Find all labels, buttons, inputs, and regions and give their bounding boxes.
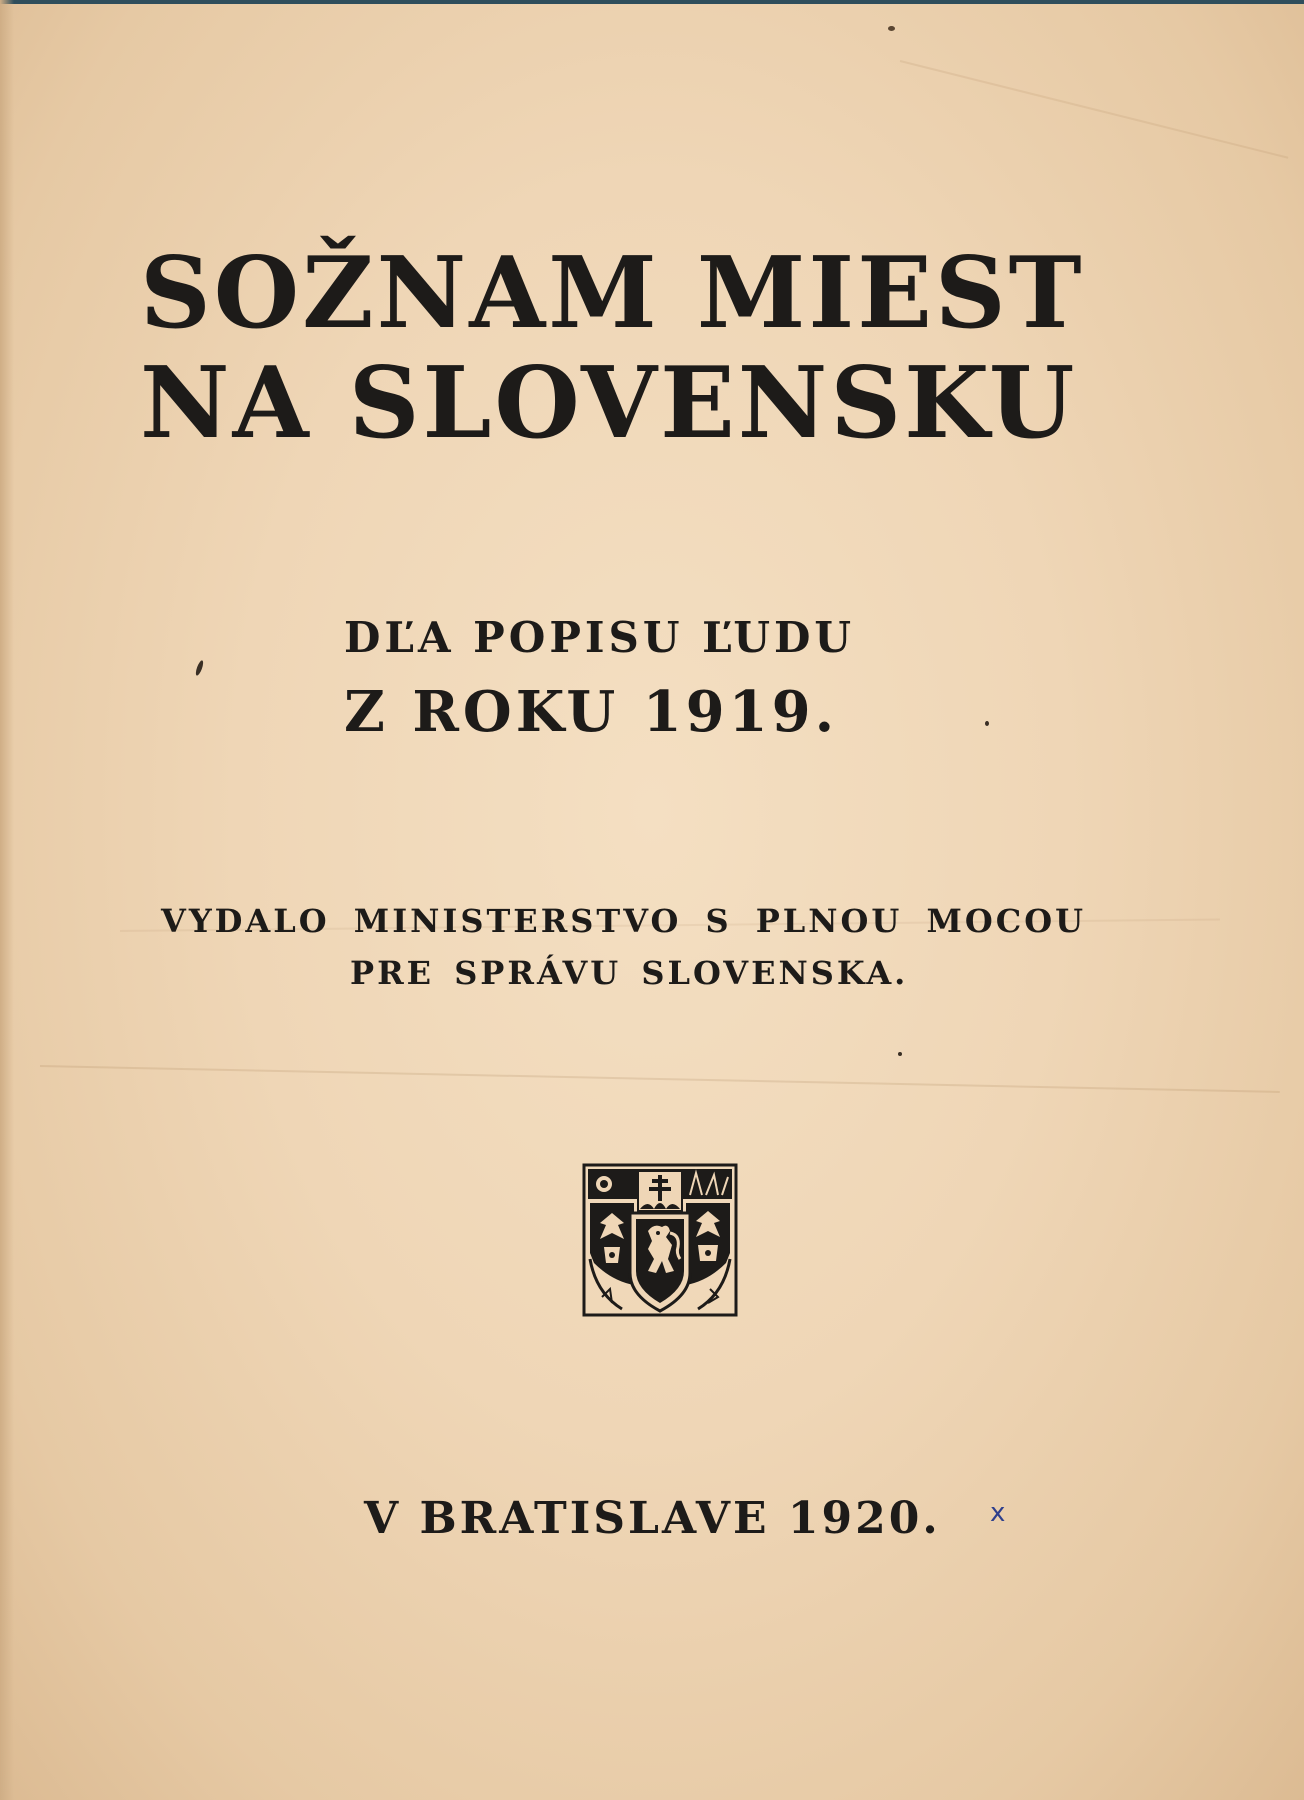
publisher-line-2: PRE SPRÁVU SLOVENSKA. xyxy=(350,954,909,992)
publisher-line-1: VYDALO MINISTERSTVO S PLNOU MOCOU xyxy=(161,902,1087,940)
ink-speck xyxy=(888,26,895,31)
paper-crease xyxy=(900,60,1289,159)
ink-speck xyxy=(898,1052,902,1056)
title-line-2: NA SLOVENSKU xyxy=(140,346,1078,461)
ink-speck xyxy=(985,721,989,726)
imprint-place-year: V BRATISLAVE 1920. xyxy=(364,1493,941,1544)
subtitle-line-1: DĽA POPISU ĽUDU xyxy=(344,613,856,662)
title-line-1: SOŽNAM MIEST xyxy=(140,236,1085,351)
paper-left-edge xyxy=(0,0,14,1800)
ink-speck xyxy=(194,660,204,677)
coat-of-arms-icon xyxy=(582,1163,738,1323)
paper-crease xyxy=(40,1065,1280,1093)
subtitle-line-2: Z ROKU 1919. xyxy=(344,679,839,745)
handwritten-mark: x xyxy=(990,1498,1006,1528)
scan-top-edge xyxy=(0,0,1304,4)
